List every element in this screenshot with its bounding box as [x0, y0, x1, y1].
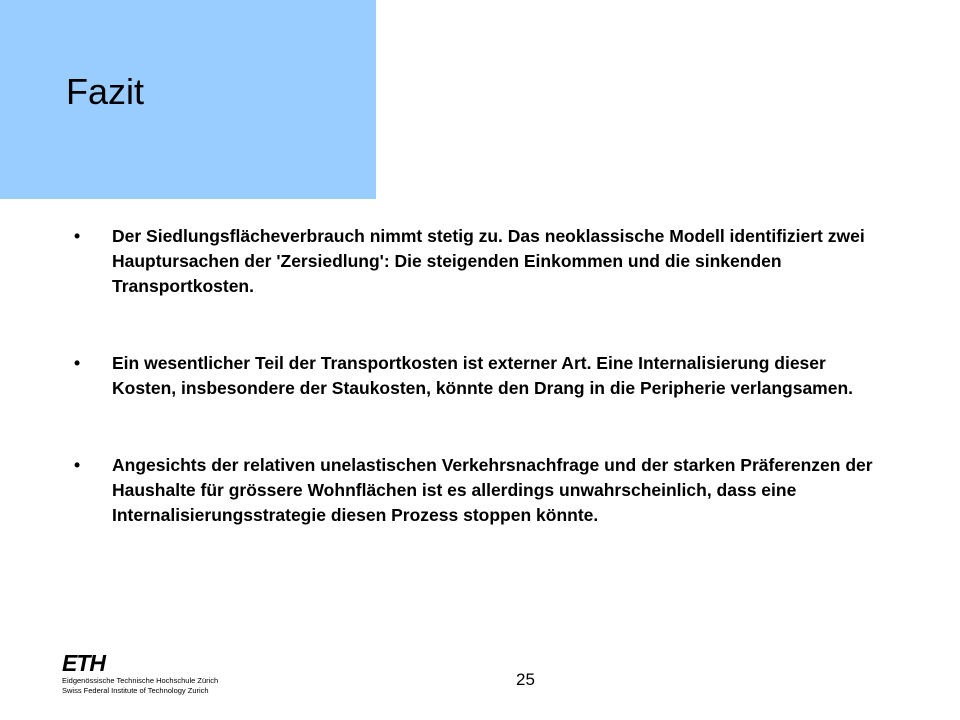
- slide-title: Fazit: [66, 71, 145, 112]
- page-number: 25: [516, 670, 535, 689]
- institution-name-english: Swiss Federal Institute of Technology Zurich: [62, 686, 209, 695]
- institution-name-german: Eidgenössische Technische Hochschule Zürich: [62, 676, 219, 685]
- bullet-item: [74, 224, 874, 299]
- bullet-marker: •: [74, 353, 81, 373]
- bullet-text: Der Siedlungsflächeverbrauch nimmt stetig zu. Das neoklassische Modell identifiziert zwei Hauptursachen der 'Zersiedlung': Die steigenden Einkommen und die sinkenden Transportkosten.: [112, 226, 865, 296]
- title-background-block: [0, 0, 376, 199]
- bullet-item: [74, 351, 874, 401]
- bullet-text: Angesichts der relativen unelastischen Verkehrsnachfrage und der starken Präferenzen der Haushalte für grössere Wohnflächen ist es allerdings unwahrscheinlich, dass eine Internalisierungsstrategie diesen Prozess stoppen könnte.: [112, 455, 873, 525]
- bullet-marker: •: [74, 226, 81, 246]
- bullet-text: Ein wesentlicher Teil der Transportkosten ist externer Art. Eine Internalisierung dieser Kosten, insbesondere der Staukosten, könnte den Drang in die Peripherie verlangsamen.: [112, 353, 854, 398]
- bullet-list: [74, 224, 874, 580]
- bullet-item: [74, 453, 874, 528]
- eth-logo: [62, 652, 242, 698]
- bullet-marker: •: [74, 455, 81, 475]
- eth-wordmark: ETH: [62, 650, 105, 676]
